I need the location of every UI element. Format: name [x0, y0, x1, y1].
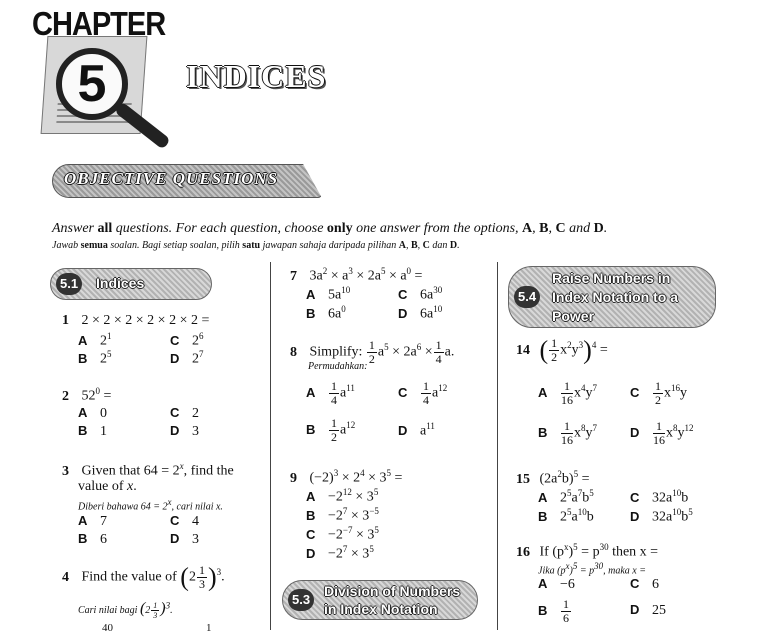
question-16: 16 If $(p^x)^5 = p^{30}$ then x =	[516, 542, 659, 560]
q1-option-a[interactable]: A $2^1$	[78, 331, 112, 349]
question-15: 15 $(2a^2b)^5$ =	[516, 469, 590, 487]
q7-option-d[interactable]: D $6a^{10}$	[398, 304, 443, 322]
q15-option-d[interactable]: D $32a^{10}b^5$	[630, 507, 693, 525]
section-number: 5.1	[56, 273, 82, 295]
section-5-3-badge	[282, 580, 478, 620]
q3-option-a[interactable]: A 7	[78, 513, 107, 529]
q16-option-a[interactable]: A −6	[538, 576, 575, 592]
section-5-1-badge	[50, 268, 212, 300]
instructions-english: Answer all questions. For each question, choose only one answer from the options, A, B, C and D.	[52, 221, 608, 236]
q2-option-b[interactable]: B 1	[78, 423, 107, 439]
question-4-malay: Cari nilai bagi (2 $\frac{1}{3}$ )$^3$.	[78, 600, 173, 621]
instructions-malay: Jawab semua soalan. Bagi setiap soalan, pilih satu jawapan sahaja daripada pilihan A, B, C dan D.	[52, 240, 460, 251]
q3-option-c[interactable]: C 4	[170, 513, 199, 529]
column-divider	[497, 262, 498, 630]
objective-banner	[52, 164, 322, 198]
q14-option-a[interactable]: A $\frac{1}{16}$ $x^4y^7$	[538, 379, 597, 407]
q16-option-d[interactable]: D 25	[630, 602, 666, 618]
q14-option-d[interactable]: D $\frac{1}{16}$ $x^8y^{12}$	[630, 419, 694, 447]
question-3-line2: value of x.	[78, 479, 137, 494]
q7-option-a[interactable]: A $5a^{10}$	[306, 285, 351, 303]
question-14: 14 ( $\frac{1}{2}$ $x^2y^3)^4$ =	[516, 335, 608, 365]
question-1: 1 2 × 2 × 2 × 2 × 2 × 2 =	[62, 313, 210, 328]
section-label-line1: Raise Numbers in	[552, 270, 671, 286]
q1-option-b[interactable]: B $2^5$	[78, 349, 112, 367]
chapter-word: CHAPTER	[32, 6, 166, 43]
chapter-logo	[30, 6, 190, 136]
q16-option-b[interactable]: B $\frac{1}{6}$	[538, 597, 569, 625]
q9-option-b[interactable]: $B -2^7 \times 3^{-5}$	[306, 506, 379, 524]
section-label-line1: Division of Numbers	[324, 583, 461, 599]
section-label-line2: Index Notation to a	[552, 289, 678, 305]
q4-option-cut: 40	[102, 622, 113, 634]
q7-option-b[interactable]: B $6a^0$	[306, 304, 346, 322]
question-4: 4 Find the value of (2 $\frac{1}{3}$ )$^3$.	[62, 562, 225, 592]
q2-option-d[interactable]: D 3	[170, 423, 199, 439]
question-2: 2 $52^0$ =	[62, 386, 112, 404]
q2-option-a[interactable]: A 0	[78, 405, 107, 421]
q14-option-c[interactable]: C $\frac{1}{2}$ $x^{16}y$	[630, 379, 687, 407]
section-number: 5.4	[514, 286, 540, 308]
question-3: 3 Given that $64 = 2^x$, find the	[62, 461, 234, 479]
section-label-line2: in Index Notation	[324, 601, 438, 617]
objective-banner-text: OBJECTIVE QUESTIONS	[64, 169, 279, 188]
q9-option-d[interactable]: $D -2^7 \times 3^5$	[306, 544, 374, 562]
section-label: Indices	[96, 275, 145, 291]
q15-option-c[interactable]: C $32a^{10}b$	[630, 488, 689, 506]
chapter-title: INDICES	[186, 58, 327, 94]
q8-option-b[interactable]: B $\frac{1}{2}$ $a^{12}$	[306, 416, 356, 444]
question-8: 8 Simplify: $\frac{1}{2}$ $a^5 \times 2a^6$ × $\frac{1}{4}$ a.	[290, 338, 455, 366]
q14-option-b[interactable]: B $\frac{1}{16}$ $x^8y^7$	[538, 419, 597, 447]
question-7: 7 $3a^2 \times a^3 \times 2a^5 \times a^0$ =	[290, 266, 423, 284]
q4-option-cut: 1	[206, 622, 212, 634]
q7-option-c[interactable]: C $6a^{30}$	[398, 285, 443, 303]
section-5-4-badge	[508, 266, 716, 328]
q15-option-a[interactable]: A $2^5a^7b^5$	[538, 488, 594, 506]
q3-option-b[interactable]: B 6	[78, 531, 107, 547]
chapter-number: 5	[77, 55, 107, 113]
q9-option-a[interactable]: $A -2^{12} \times 3^5$	[306, 487, 379, 505]
question-9: 9 $(-2)^3 \times 2^4 \times 3^5$ =	[290, 468, 403, 486]
question-16-malay: Jika $(p^x)^5 = p^{30}$, maka x =	[538, 561, 646, 577]
section-number: 5.3	[288, 589, 314, 611]
question-3-malay: Diberi bahawa $64 = 2^x$, cari nilai x.	[78, 497, 223, 513]
q8-option-d[interactable]: D $a^{11}$	[398, 421, 435, 439]
q8-option-c[interactable]: C $\frac{1}{4}$ $a^{12}$	[398, 379, 448, 407]
question-8-malay: Permudahkan:	[308, 361, 368, 372]
q1-option-c[interactable]: C $2^6$	[170, 331, 204, 349]
column-divider	[270, 262, 271, 630]
q2-option-c[interactable]: C 2	[170, 405, 199, 421]
section-label-line3: Power	[552, 308, 595, 324]
q3-option-d[interactable]: D 3	[170, 531, 199, 547]
q1-option-d[interactable]: D $2^7$	[170, 349, 204, 367]
q16-option-c[interactable]: C 6	[630, 576, 659, 592]
q15-option-b[interactable]: B $2^5a^{10}b$	[538, 507, 594, 525]
q8-option-a[interactable]: A $\frac{1}{4}$ $a^{11}$	[306, 379, 355, 407]
q9-option-c[interactable]: $C -2^{-7} \times 3^5$	[306, 525, 379, 543]
